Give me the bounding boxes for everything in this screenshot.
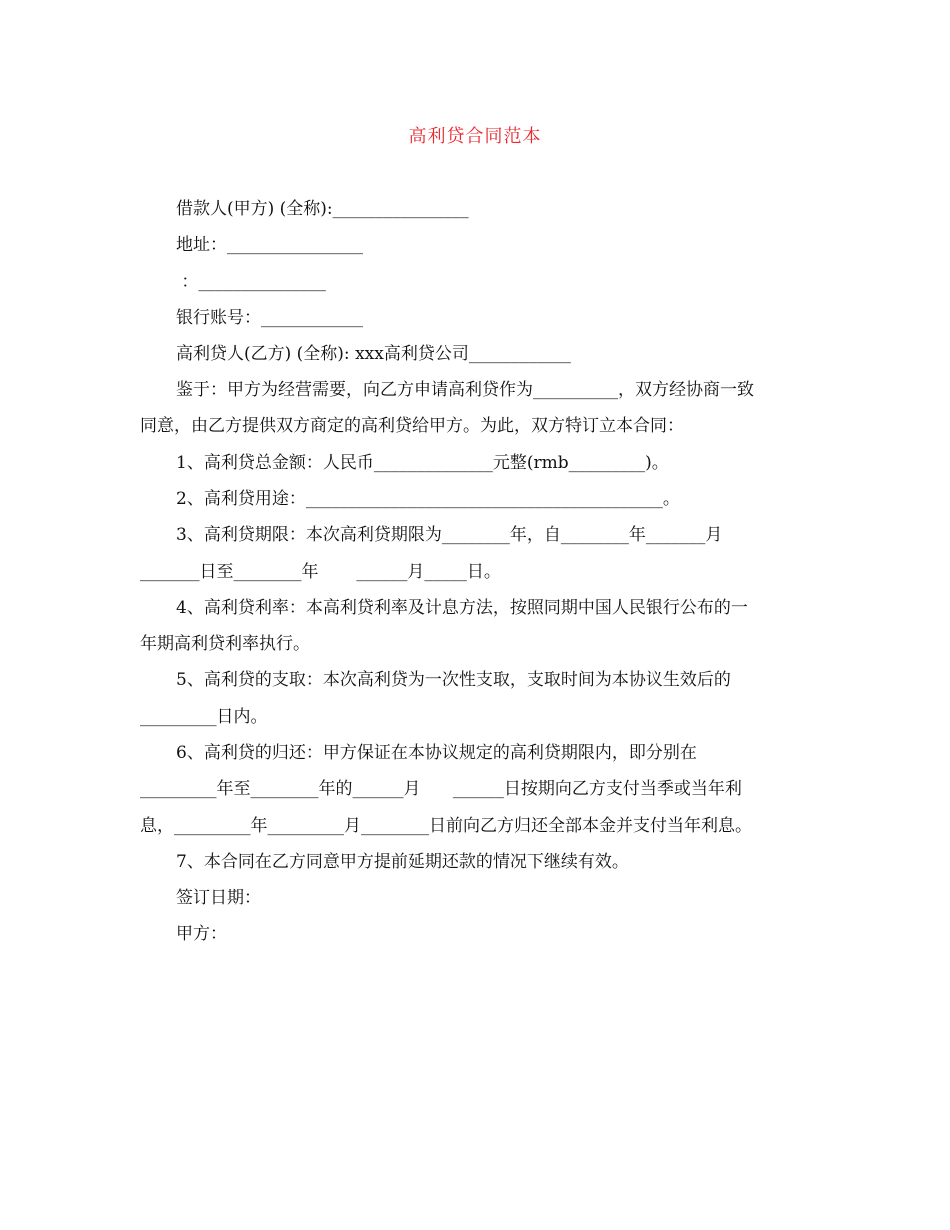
clause-7-validity: 7、本合同在乙方同意甲方提前延期还款的情况下继续有效。 — [176, 852, 629, 872]
clause-4-rate-line-2: 年期高利贷利率执行。 — [140, 634, 310, 654]
clause-3-term-line-1: 3、高利贷期限：本次高利贷期限为________年，自________年_______月 — [176, 525, 723, 545]
signing-date-label: 签订日期： — [176, 888, 261, 908]
lender-name-line: 高利贷人(乙方) (全称): xxx高利贷公司____________ — [176, 344, 571, 364]
blank-field-line: ：_______________ — [176, 272, 326, 292]
clause-4-rate-line-1: 4、高利贷利率：本高利贷利率及计息方法，按照同期中国人民银行公布的一 — [176, 598, 748, 618]
clause-6-repayment-line-2: _________年至________年的______月 ______日按期向乙方支付当季或当年利 — [140, 779, 742, 799]
clause-1-amount: 1、高利贷总金额：人民币______________元整(rmb_________)。 — [176, 453, 669, 473]
borrower-name-line: 借款人(甲方) (全称):________________ — [176, 199, 469, 219]
clause-2-purpose: 2、高利贷用途：__________________________________________。 — [176, 489, 680, 509]
whereas-line-1: 鉴于：甲方为经营需要，向乙方申请高利贷作为__________，双方经协商一致 — [176, 380, 754, 400]
document-title: 高利贷合同范本 — [408, 126, 542, 147]
clause-6-repayment-line-3: 息，_________年_________月________日前向乙方归还全部本金并支付当年利息。 — [140, 816, 752, 836]
clause-5-withdrawal-line-1: 5、高利贷的支取：本次高利贷为一次性支取，支取时间为本协议生效后的 — [176, 670, 731, 690]
address-line: 地址：________________ — [176, 235, 363, 255]
bank-account-line: 银行账号：____________ — [176, 308, 363, 328]
clause-5-withdrawal-line-2: _________日内。 — [140, 707, 268, 727]
whereas-line-2: 同意，由乙方提供双方商定的高利贷给甲方。为此，双方特订立本合同： — [140, 416, 684, 436]
party-a-label: 甲方： — [176, 924, 227, 944]
clause-6-repayment-line-1: 6、高利贷的归还：甲方保证在本协议规定的高利贷期限内，即分别在 — [176, 743, 697, 763]
clause-3-term-line-2: _______日至________年 ______月_____日。 — [140, 562, 501, 582]
